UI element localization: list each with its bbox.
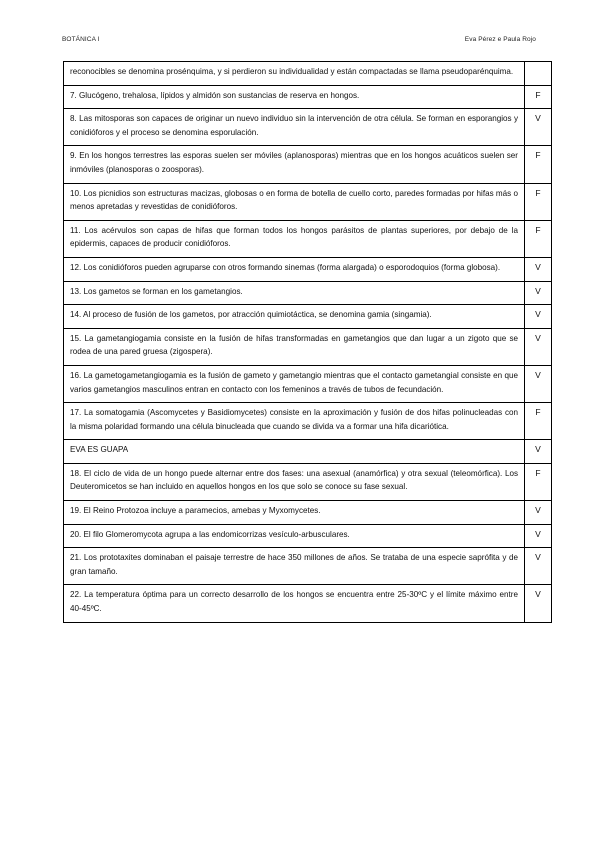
table-row xyxy=(64,146,552,183)
answer-cell: V xyxy=(525,305,552,329)
answer-cell: V xyxy=(525,440,552,464)
table-row xyxy=(64,365,552,402)
table-row xyxy=(64,328,552,365)
table-row xyxy=(64,524,552,548)
page-header xyxy=(62,36,536,48)
table-row xyxy=(64,501,552,525)
true-false-table xyxy=(63,61,552,623)
statement-cell: 17. La somatogamia (Ascomycetes y Basidiomycetes) consiste en la aproximación y fusión de dos hifas polinucleadas con la misma polaridad formando una célula binucleada que cuando se divida va a formar una hifa dicariótica. xyxy=(64,403,525,440)
statement-cell: 19. El Reino Protozoa incluye a paramecios, amebas y Myxomycetes. xyxy=(64,501,525,525)
answer-cell: V xyxy=(525,328,552,365)
answer-cell: V xyxy=(525,524,552,548)
table-row xyxy=(64,463,552,500)
statement-cell: 13. Los gametos se forman en los gametangios. xyxy=(64,281,525,305)
statement-cell: 15. La gametangiogamia consiste en la fusión de hifas transformadas en gametangios que dan lugar a un zigoto que se rodea de una pared gruesa (zigospera). xyxy=(64,328,525,365)
table-row xyxy=(64,403,552,440)
answer-cell: V xyxy=(525,109,552,146)
table-row xyxy=(64,109,552,146)
answer-cell: V xyxy=(525,281,552,305)
answer-cell: F xyxy=(525,146,552,183)
statement-cell: 10. Los picnidios son estructuras macizas, globosas o en forma de botella de cuello corto, paredes formadas por hifas más o menos apretadas y revestidas de conidióforos. xyxy=(64,183,525,220)
statement-cell: 7. Glucógeno, trehalosa, lípidos y almidón son sustancias de reserva en hongos. xyxy=(64,85,525,109)
statement-cell: 12. Los conidióforos pueden agruparse con otros formando sinemas (forma alargada) o esporodoquios (forma globosa). xyxy=(64,257,525,281)
statement-cell: 20. El filo Glomeromycota agrupa a las endomicorrizas vesículo-arbusculares. xyxy=(64,524,525,548)
course-title: BOTÁNICA I xyxy=(62,36,100,43)
answer-cell: F xyxy=(525,463,552,500)
statement-cell: 18. El ciclo de vida de un hongo puede alternar entre dos fases: una asexual (anamórfica) y otra sexual (teleomórfica). Los Deuteromicetos se han incluido en aquellos hongos en los que solo se conoce su fase sexual. xyxy=(64,463,525,500)
statement-cell: 22. La temperatura óptima para un correcto desarrollo de los hongos se encuentra entre 25-30ºC y el límite máximo entre 40-45ºC. xyxy=(64,585,525,622)
table-row xyxy=(64,585,552,622)
table-row xyxy=(64,85,552,109)
statement-cell: 8. Las mitosporas son capaces de originar un nuevo individuo sin la intervención de otra célula. Se forman en esporangios y conidióforos y el proceso se denomina esporulación. xyxy=(64,109,525,146)
table-row xyxy=(64,183,552,220)
answer-cell: V xyxy=(525,585,552,622)
table-row xyxy=(64,257,552,281)
answer-cell: F xyxy=(525,403,552,440)
statement-cell: EVA ES GUAPA xyxy=(64,440,525,464)
answer-cell xyxy=(525,62,552,86)
statement-cell: 9. En los hongos terrestres las esporas suelen ser móviles (aplanosporas) mientras que en los hongos acuáticos suelen ser inmóviles (planosporas o zoosporas). xyxy=(64,146,525,183)
statement-cell: 21. Los prototaxites dominaban el paisaje terrestre de hace 350 millones de años. Se trataba de una especie saprófita y de gran tamaño. xyxy=(64,548,525,585)
table-row xyxy=(64,281,552,305)
answer-cell: F xyxy=(525,85,552,109)
table-row xyxy=(64,305,552,329)
table-row xyxy=(64,548,552,585)
table-row xyxy=(64,62,552,86)
answer-cell: V xyxy=(525,548,552,585)
authors: Eva Pérez e Paula Rojo xyxy=(464,36,536,43)
answer-cell: V xyxy=(525,365,552,402)
statement-cell: 11. Los acérvulos son capas de hifas que forman todos los hongos parásitos de plantas superiores, por debajo de la epidermis, capaces de producir conidióforos. xyxy=(64,220,525,257)
table-row xyxy=(64,220,552,257)
answer-cell: V xyxy=(525,501,552,525)
statement-cell: 14. Al proceso de fusión de los gametos, por atracción quimiotáctica, se denomina gamia (singamia). xyxy=(64,305,525,329)
answer-cell: V xyxy=(525,257,552,281)
answer-cell: F xyxy=(525,183,552,220)
answer-cell: F xyxy=(525,220,552,257)
table-row xyxy=(64,440,552,464)
statement-cell: reconocibles se denomina prosénquima, y si perdieron su individualidad y están compactadas se llama pseudoparénquima. xyxy=(64,62,525,86)
statement-cell: 16. La gametogametangiogamia es la fusión de gameto y gametangio mientras que el contacto gametangial consiste en que varios gametangios masculinos entran en contacto con los femeninos a través de tubos de fecundación. xyxy=(64,365,525,402)
